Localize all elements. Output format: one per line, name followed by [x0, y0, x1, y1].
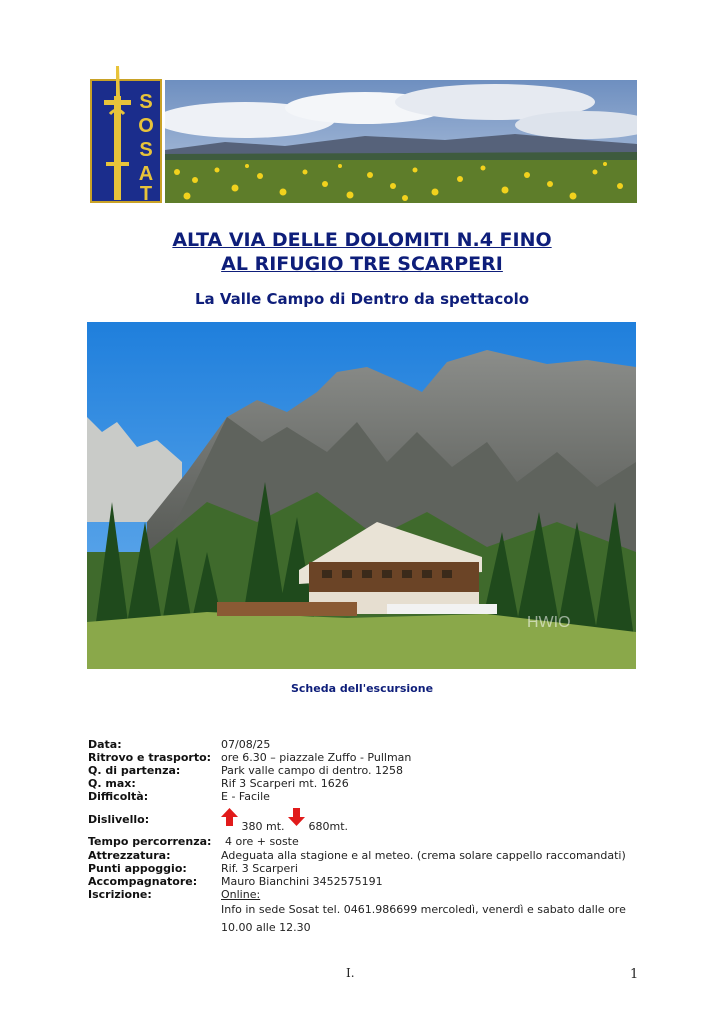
- value-partenza: Park valle campo di dentro. 1258: [221, 764, 403, 777]
- label-difficolta: Difficoltà:: [88, 790, 149, 803]
- label-appoggio: Punti appoggio:: [88, 862, 187, 875]
- label-tempo: Tempo percorrenza:: [88, 835, 212, 848]
- value-dislivello: [221, 808, 641, 833]
- document-subtitle: La Valle Campo di Dentro da spettacolo: [194, 290, 530, 308]
- online-link[interactable]: Online:: [221, 888, 261, 901]
- svg-text:A: A: [138, 163, 154, 185]
- label-qmax: Q. max:: [88, 777, 136, 790]
- label-data: Data:: [88, 738, 122, 751]
- value-attrezzatura: Adeguata alla stagione e al meteo. (crema solare cappello raccomandati): [221, 849, 626, 862]
- value-difficolta: E - Facile: [221, 790, 270, 803]
- value-appoggio: Rif. 3 Scarperi: [221, 862, 298, 875]
- svg-text:T: T: [139, 183, 153, 203]
- value-accompagnatore: Mauro Bianchini 3452575191: [221, 875, 383, 888]
- value-data: 07/08/25: [221, 738, 271, 751]
- title-line-2: AL RIFUGIO TRE SCARPERI: [221, 253, 503, 275]
- logo-letter: S: [139, 91, 153, 113]
- label-partenza: Q. di partenza:: [88, 764, 181, 777]
- label-accompagnatore: Accompagnatore:: [88, 875, 198, 888]
- page-number: 1: [630, 967, 639, 982]
- dislivello-down: 680mt.: [308, 820, 349, 833]
- label-attrezzatura: Attrezzatura:: [88, 849, 171, 862]
- header-banner-image: [165, 80, 637, 203]
- label-ritrovo: Ritrovo e trasporto:: [88, 751, 212, 764]
- value-tempo: 4 ore + soste: [225, 835, 299, 848]
- photo-watermark: HWIO: [527, 614, 571, 631]
- label-dislivello: Dislivello:: [88, 813, 150, 826]
- footer-center-mark: I.: [346, 966, 355, 980]
- label-iscrizione: Iscrizione:: [88, 888, 152, 901]
- refuge-mountain-photo: [87, 322, 636, 669]
- section-caption: Scheda dell'escursione: [290, 682, 434, 695]
- svg-text:O: O: [138, 115, 154, 137]
- arrow-up-icon: [221, 808, 238, 826]
- arrow-down-icon: [288, 808, 305, 826]
- detail-row-dislivello: [88, 808, 648, 833]
- value-qmax: Rif 3 Scarperi mt. 1626: [221, 777, 349, 790]
- iscrizione-info: Info in sede Sosat tel. 0461.986699 mercoledì, venerdì e sabato dalle ore 10.00 alle 12.30: [221, 903, 626, 934]
- document-title: [100, 228, 624, 276]
- sosat-logo: [90, 66, 162, 203]
- dislivello-up: 380 mt.: [241, 820, 285, 833]
- title-line-1: ALTA VIA DELLE DOLOMITI N.4 FINO: [172, 229, 552, 251]
- value-ritrovo: ore 6.30 – piazzale Zuffo - Pullman: [221, 751, 412, 764]
- svg-text:S: S: [139, 139, 153, 161]
